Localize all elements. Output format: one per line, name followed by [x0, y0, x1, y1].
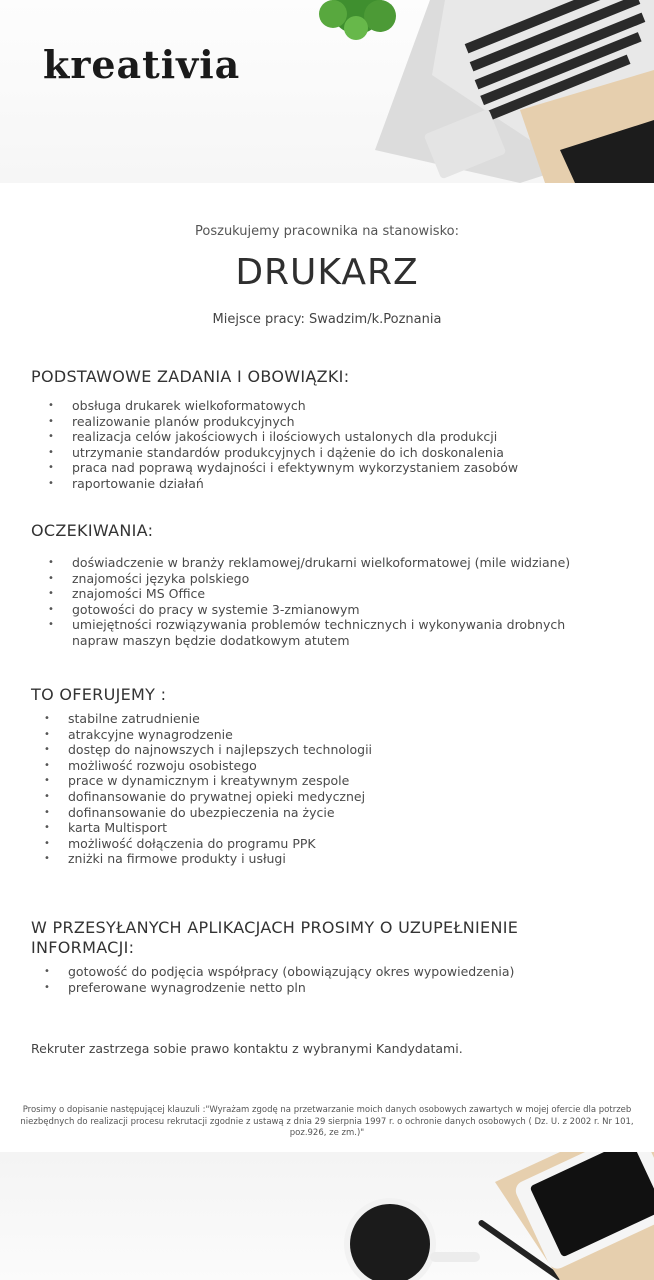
desk-photo-bottom: [0, 1152, 654, 1280]
recruiter-note: Rekruter zastrzega sobie prawo kontaktu z wybranymi Kandydatami.: [31, 1041, 463, 1056]
job-title: DRUKARZ: [235, 252, 419, 293]
expectations-list: [48, 555, 613, 649]
company-logo: kreativia: [43, 42, 241, 87]
list-item: • atrakcyjne wynagrodzenie: [44, 727, 604, 743]
list-item: • karta Multisport: [44, 820, 604, 836]
list-item: • stabilne zatrudnienie: [44, 711, 604, 727]
intro-text: Poszukujemy pracownika na stanowisko:: [195, 224, 459, 239]
list-item: • możliwość dołączenia do programu PPK: [44, 836, 604, 852]
applications-list: [44, 964, 604, 995]
applications-heading: W PRZESYŁANYCH APLIKACJACH PROSIMY O UZUPEŁNIENIE INFORMACJI:: [31, 918, 519, 957]
list-item: • dostęp do najnowszych i najlepszych technologii: [44, 742, 604, 758]
list-item: • praca nad poprawą wydajności i efektywnym wykorzystaniem zasobów: [48, 460, 608, 476]
list-item: • preferowane wynagrodzenie netto pln: [44, 980, 604, 996]
list-item: • doświadczenie w branży reklamowej/drukarni wielkoformatowej (mile widziane): [48, 555, 613, 571]
list-item: • prace w dynamicznym i kreatywnym zespole: [44, 773, 604, 789]
list-item: • realizacja celów jakościowych i ilościowych ustalonych dla produkcji: [48, 429, 608, 445]
list-item: • realizowanie planów produkcyjnych: [48, 414, 608, 430]
list-item: • możliwość rozwoju osobistego: [44, 758, 604, 774]
expectations-heading: OCZEKIWANIA:: [31, 521, 154, 540]
footer-banner: [0, 1152, 654, 1280]
plant-image: [319, 0, 396, 40]
desk-photo: [0, 0, 654, 183]
list-item: • znajomości MS Office: [48, 586, 613, 602]
list-item: • dofinansowanie do prywatnej opieki medycznej: [44, 789, 604, 805]
list-item: • gotowości do pracy w systemie 3-zmianowym: [48, 602, 613, 618]
gdpr-clause: Prosimy o dopisanie następującej klauzuli :"Wyrażam zgodę na przetwarzanie moich danych osobowych zawartych w mojej ofercie dla potrzeb niezbędnych do realizacji procesu rekrutacji zgodnie z ustawą z dnia 29 sierpnia 1997 r. o ochronie danych osobowych ( Dz. U. z 2002 r. Nr 101, poz.926, ze zm.)": [20, 1105, 634, 1138]
list-item: • umiejętności rozwiązywania problemów technicznych i wykonywania drobnych napraw maszyn będzie dodatkowym atutem: [48, 617, 613, 648]
list-item: • znajomości języka polskiego: [48, 571, 613, 587]
list-item: • raportowanie działań: [48, 476, 608, 492]
offer-heading: TO OFERUJEMY :: [31, 685, 167, 704]
header-banner: [0, 0, 654, 183]
list-item: • obsługa drukarek wielkoformatowych: [48, 398, 608, 414]
list-item: • gotowość do podjęcia współpracy (obowiązujący okres wypowiedzenia): [44, 964, 604, 980]
duties-list: [48, 398, 608, 492]
list-item: • dofinansowanie do ubezpieczenia na życie: [44, 805, 604, 821]
list-item: • utrzymanie standardów produkcyjnych i dążenie do ich doskonalenia: [48, 445, 608, 461]
job-location: Miejsce pracy: Swadzim/k.Poznania: [212, 312, 442, 327]
duties-heading: PODSTAWOWE ZADANIA I OBOWIĄZKI:: [31, 367, 350, 386]
coffee-cup-image: [344, 1198, 480, 1280]
offer-list: [44, 711, 604, 867]
list-item: • zniżki na firmowe produkty i usługi: [44, 851, 604, 867]
